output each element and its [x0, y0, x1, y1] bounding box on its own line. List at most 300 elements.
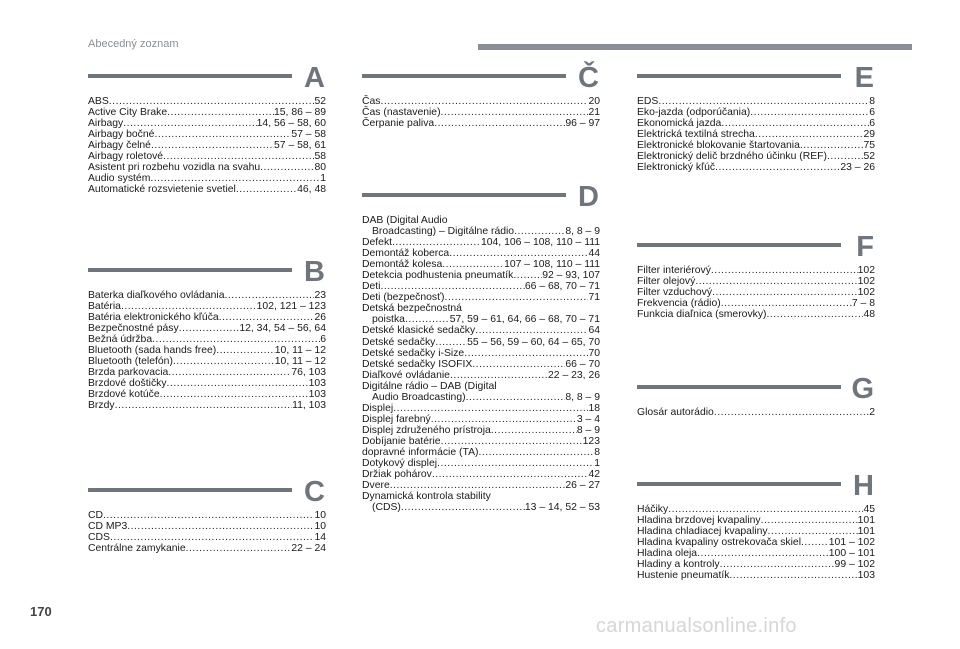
- entry-term: Airbagy: [88, 118, 124, 130]
- index-entry: [637, 129, 875, 140]
- entry-pages: 8: [594, 446, 600, 458]
- entry-term: Dvere: [362, 480, 390, 492]
- dot-leader: [431, 414, 577, 425]
- entry-pages: 6: [869, 107, 875, 119]
- entry-pages: 80: [314, 162, 326, 174]
- dot-leader: [127, 521, 314, 532]
- dot-leader: [179, 323, 240, 334]
- index-entry: [88, 334, 326, 345]
- dot-leader: [380, 281, 524, 292]
- index-header-title: Abecedný zoznam: [88, 38, 179, 50]
- entry-pages: 103: [308, 389, 326, 401]
- entry-term: Bluetooth (telefón): [88, 356, 173, 368]
- index-entry: [362, 259, 600, 270]
- entry-pages: 52: [863, 151, 875, 163]
- dot-leader: [168, 367, 291, 378]
- index-entry: [637, 570, 875, 581]
- entry-term: Detské sedačky i-Size: [362, 347, 465, 359]
- index-entry: [637, 118, 875, 129]
- section-letter: H: [853, 470, 874, 502]
- index-entry: [362, 281, 600, 292]
- index-entry: [88, 378, 326, 389]
- index-entry: [88, 389, 326, 400]
- entry-pages: 76, 103: [291, 367, 326, 379]
- dot-leader: [755, 129, 864, 140]
- dot-leader: [401, 502, 525, 513]
- index-entry: [88, 162, 326, 173]
- entry-pages: 107 – 108, 110 – 111: [504, 259, 600, 271]
- entry-pages: 14, 56 – 58, 60: [256, 118, 326, 130]
- section-c-caron: [362, 64, 600, 129]
- entry-term: Batéria: [88, 301, 121, 313]
- dot-leader: [800, 140, 864, 151]
- dot-leader: [380, 96, 588, 107]
- section-heading: [88, 258, 326, 288]
- index-entry: [362, 270, 600, 281]
- index-entry: [362, 226, 600, 237]
- entry-term: Automatické rozsvietenie svetiel: [88, 184, 236, 196]
- entry-pages: 1: [594, 458, 600, 470]
- entry-pages: 42: [588, 469, 600, 481]
- dot-leader: [173, 356, 275, 367]
- entry-term: Demontáž kolesa: [362, 259, 443, 271]
- entry-term: Hladiny a kontroly: [637, 559, 720, 571]
- dot-leader: [767, 309, 864, 320]
- dot-leader: [103, 510, 314, 521]
- entry-term: CDS: [88, 532, 110, 544]
- entry-pages: 92 – 93, 107: [542, 270, 600, 282]
- index-entry: [637, 548, 875, 559]
- entry-term: Elektronické blokovanie štartovania: [637, 140, 800, 152]
- entry-term: Asistent pri rozbehu vozidla na svahu: [88, 162, 261, 174]
- dot-leader: [513, 270, 542, 281]
- dot-leader: [437, 458, 594, 469]
- section-rule: [362, 193, 566, 197]
- index-entry-first-line: Detská bezpečnostná: [362, 303, 462, 315]
- entry-term: Airbagy roletové: [88, 151, 164, 163]
- index-entry: [88, 151, 326, 162]
- section-heading: [637, 472, 875, 502]
- entry-pages: 55 – 56, 59 – 60, 64 – 65, 70: [467, 336, 600, 348]
- index-entry-first-line: Dynamická kontrola stability: [362, 491, 491, 503]
- header-bar: [478, 44, 912, 50]
- entry-term: Demontáž koberca: [362, 248, 450, 260]
- index-entry: [362, 392, 600, 403]
- entry-pages: 15, 86 – 89: [274, 107, 326, 119]
- index-entry: [362, 96, 600, 107]
- dot-leader: [715, 162, 840, 173]
- dot-leader: [216, 345, 275, 356]
- entry-pages: 48: [863, 309, 875, 321]
- entry-pages: 26: [314, 312, 326, 324]
- entry-pages: 45: [863, 504, 875, 515]
- section-e: [637, 64, 875, 173]
- dot-leader: [121, 301, 257, 312]
- entry-pages: 10, 11 – 12: [274, 356, 326, 368]
- entry-term: Hladina brzdovej kvapaliny: [637, 515, 761, 527]
- section-rule: [637, 243, 841, 247]
- index-entry: [362, 325, 600, 336]
- dot-leader: [236, 184, 297, 195]
- entry-term: Bežná údržba: [88, 334, 153, 346]
- dot-leader: [668, 504, 863, 515]
- index-entry: [637, 162, 875, 173]
- entry-term: Elektronický kľúč: [637, 162, 716, 174]
- entry-term: EDS: [637, 96, 659, 107]
- index-entries: [637, 504, 875, 581]
- entry-pages: 2: [869, 407, 875, 418]
- entry-pages: 96 – 97: [565, 118, 600, 130]
- dot-leader: [761, 515, 858, 526]
- entry-term: CD: [88, 510, 104, 521]
- entry-pages: 102: [857, 276, 875, 288]
- dot-leader: [721, 298, 852, 309]
- index-entry: [637, 287, 875, 298]
- index-entries: [88, 510, 326, 554]
- index-entry: [362, 469, 600, 480]
- entry-term: Detské sedačky: [362, 336, 436, 348]
- section-rule: [362, 74, 566, 78]
- entry-pages: 52: [314, 96, 326, 107]
- index-entry: [362, 447, 600, 458]
- entry-term: ABS: [88, 96, 109, 107]
- entry-term: Brzdové kotúče: [88, 389, 160, 401]
- index-entry: [637, 140, 875, 151]
- index-entry: [637, 107, 875, 118]
- dot-leader: [219, 312, 315, 323]
- dot-leader: [466, 392, 566, 403]
- index-entries: [637, 265, 875, 320]
- entry-term: Čas (nastavenie): [362, 107, 441, 119]
- dot-leader: [801, 537, 829, 548]
- entry-pages: 8, 8 – 9: [565, 391, 600, 403]
- index-entries: [88, 96, 326, 195]
- dot-leader: [441, 436, 583, 447]
- dot-leader: [432, 469, 589, 480]
- dot-leader: [450, 370, 548, 381]
- entry-pages: 10: [314, 510, 326, 521]
- dot-leader: [435, 337, 467, 348]
- section-g: [637, 375, 875, 418]
- index-entry: [88, 184, 326, 195]
- index-entry: [362, 370, 600, 381]
- index-entry: [362, 337, 600, 348]
- section-f: [637, 233, 875, 320]
- entry-pages: 66 – 70: [565, 358, 600, 370]
- watermark: carmanualsonline.info: [596, 615, 797, 637]
- section-letter: B: [304, 256, 325, 288]
- index-entry: [637, 515, 875, 526]
- dot-leader: [695, 276, 857, 287]
- index-entry: [88, 129, 326, 140]
- dot-leader: [154, 129, 291, 140]
- section-rule: [88, 268, 292, 272]
- entry-pages: 70: [588, 347, 600, 359]
- index-entry: [88, 323, 326, 334]
- dot-leader: [827, 151, 863, 162]
- dot-leader: [712, 287, 858, 298]
- index-entry: [362, 502, 600, 513]
- entry-pages: 102: [857, 287, 875, 299]
- entry-term: Centrálne zamykanie: [88, 543, 186, 555]
- entry-term: Brzdy: [88, 400, 115, 412]
- index-entry: [362, 348, 600, 359]
- index-entry: [637, 504, 875, 515]
- index-entry: [362, 237, 600, 248]
- entry-pages: 7 – 8: [851, 298, 875, 310]
- index-entry: [88, 107, 326, 118]
- entry-term: Ekonomická jazda: [637, 118, 722, 130]
- section-rule: [88, 488, 292, 492]
- section-a: [88, 64, 326, 195]
- dot-leader: [472, 359, 565, 370]
- index-entry: [362, 107, 600, 118]
- entry-pages: 8, 8 – 9: [565, 226, 600, 238]
- entry-pages: 6: [869, 118, 875, 130]
- entry-term: Funkcia diaľnica (smerovky): [637, 309, 767, 321]
- entry-term: CD MP3: [88, 521, 128, 533]
- dot-leader: [475, 325, 588, 336]
- section-letter: D: [578, 181, 599, 213]
- entry-pages: 102, 121 – 123: [256, 301, 326, 313]
- index-entry: [637, 298, 875, 309]
- dot-leader: [768, 526, 858, 537]
- entry-term: Brzdové doštičky: [88, 378, 167, 390]
- dot-leader: [260, 162, 314, 173]
- entry-term: Diaľkové ovládanie: [362, 369, 450, 381]
- entry-term: Active City Brake: [88, 107, 168, 119]
- dot-leader: [390, 480, 566, 491]
- entry-pages: 13 – 14, 52 – 53: [524, 502, 600, 514]
- entry-pages: 10, 11 – 12: [274, 345, 326, 357]
- entry-pages: 66 – 68, 70 – 71: [524, 281, 600, 293]
- index-entry: [88, 532, 326, 543]
- entry-term: Hladina oleja: [637, 548, 698, 560]
- index-entry: [88, 521, 326, 532]
- entry-pages: 101 – 102: [828, 537, 875, 549]
- index-entry-first-line: DAB (Digital Audio: [362, 215, 448, 226]
- index-entry: [88, 301, 326, 312]
- entry-pages: 103: [857, 570, 875, 582]
- entry-pages: 57 – 58, 61: [274, 140, 326, 152]
- index-entries: [362, 96, 600, 129]
- index-entry: [637, 407, 875, 418]
- entry-term: Hladina chladiacej kvapaliny: [637, 526, 768, 538]
- entry-pages: 12, 34, 54 – 56, 64: [239, 323, 326, 335]
- entry-pages: 123: [582, 435, 600, 447]
- entry-term: Dobíjanie batérie: [362, 435, 441, 447]
- index-entry: [637, 265, 875, 276]
- entry-pages: 21: [588, 107, 600, 119]
- dot-leader: [392, 237, 481, 248]
- dot-leader: [711, 265, 858, 276]
- section-letter: A: [304, 62, 325, 94]
- entry-term: Brzda parkovacia: [88, 367, 169, 379]
- entry-term: Háčiky: [637, 504, 669, 515]
- index-entry: [362, 248, 600, 259]
- section-d: [362, 183, 600, 513]
- index-entry: [362, 359, 600, 370]
- section-letter: E: [854, 62, 874, 94]
- entry-pages: 22 – 23, 26: [548, 369, 600, 381]
- section-b: [88, 258, 326, 412]
- entry-term: Glosár autorádio: [637, 407, 714, 418]
- entry-term: Bezpečnostné pásy: [88, 323, 179, 335]
- index-entry: [88, 96, 326, 107]
- entry-term: Baterka diaľkového ovládania: [88, 290, 225, 301]
- entry-term: Detské sedačky ISOFIX: [362, 358, 473, 370]
- entry-term: Deti: [362, 281, 381, 293]
- dot-leader: [151, 140, 274, 151]
- section-heading: [637, 233, 875, 263]
- index-entries: [88, 290, 326, 412]
- index-entry: [362, 414, 600, 425]
- index-entry: [362, 314, 600, 325]
- section-heading: [88, 64, 326, 94]
- entry-pages: 23 – 26: [840, 162, 875, 174]
- section-letter: C: [304, 476, 325, 508]
- entry-term: poistka: [372, 314, 405, 326]
- entry-term: Čerpanie paliva: [362, 118, 435, 130]
- entry-term: Hustenie pneumatík: [637, 570, 730, 582]
- entry-term: Batéria elektronického kľúča: [88, 312, 219, 324]
- entry-term: Detekcia podhustenia pneumatík: [362, 270, 514, 282]
- entry-pages: 11, 103: [292, 400, 326, 412]
- entry-pages: 8 – 9: [576, 424, 600, 436]
- entry-pages: 10: [314, 521, 326, 533]
- entry-term: Filter vzduchový: [637, 287, 713, 299]
- entry-pages: 101: [857, 515, 875, 527]
- entry-pages: 57 – 58: [291, 129, 326, 141]
- dot-leader: [152, 334, 320, 345]
- index-entry: [362, 118, 600, 129]
- dot-leader: [514, 226, 565, 237]
- index-entry: [362, 436, 600, 447]
- entry-pages: 57, 59 – 61, 64, 66 – 68, 70 – 71: [449, 314, 600, 326]
- entry-pages: 1: [320, 173, 326, 185]
- index-entry: [88, 345, 326, 356]
- entry-pages: 22 – 24: [291, 543, 326, 555]
- dot-leader: [720, 559, 835, 570]
- section-letter: F: [856, 231, 874, 263]
- entry-term: Elektronický delič brzdného účinku (REF): [637, 151, 827, 163]
- entry-pages: 104, 106 – 108, 110 – 111: [480, 237, 600, 249]
- index-entry: [637, 276, 875, 287]
- section-heading: [637, 64, 875, 94]
- dot-leader: [478, 447, 594, 458]
- index-entries: [637, 407, 875, 418]
- dot-leader: [444, 292, 588, 303]
- entry-term: Dotykový displej: [362, 458, 438, 470]
- entry-pages: 58: [314, 151, 326, 163]
- entry-term: Airbagy bočné: [88, 129, 155, 141]
- dot-leader: [714, 407, 869, 418]
- entry-term: Filter olejový: [637, 276, 696, 288]
- entry-term: Elektrická textilná strecha: [637, 129, 755, 141]
- entry-pages: 71: [588, 292, 600, 304]
- entry-term: Defekt: [362, 237, 393, 249]
- index-entry: [88, 290, 326, 301]
- entry-term: Audio Broadcasting): [372, 391, 466, 403]
- dot-leader: [441, 107, 589, 118]
- entry-term: Držiak pohárov: [362, 469, 432, 481]
- dot-leader: [110, 532, 314, 543]
- dot-leader: [160, 389, 309, 400]
- index-entry: [88, 312, 326, 323]
- section-letter: Č: [578, 62, 599, 94]
- entry-term: Frekvencia (rádio): [637, 298, 721, 310]
- entry-term: Audio systém: [88, 173, 151, 185]
- entry-pages: 3 – 4: [576, 413, 600, 425]
- index-entry: [88, 118, 326, 129]
- section-rule: [637, 482, 841, 486]
- section-h: [637, 472, 875, 581]
- index-entry: [637, 96, 875, 107]
- entry-pages: 75: [863, 140, 875, 152]
- entry-pages: 29: [863, 129, 875, 141]
- index-entries: [637, 96, 875, 173]
- page-number: 170: [30, 604, 52, 619]
- entry-pages: 99 – 102: [834, 559, 875, 571]
- entry-term: Detské klasické sedačky: [362, 325, 476, 337]
- index-entry: [362, 480, 600, 491]
- entry-pages: 100 – 101: [828, 548, 875, 560]
- dot-leader: [729, 570, 857, 581]
- index-entry: [637, 151, 875, 162]
- dot-leader: [449, 248, 588, 259]
- entry-pages: 20: [588, 96, 600, 107]
- index-entry: [88, 140, 326, 151]
- dot-leader: [163, 151, 314, 162]
- index-entry: [637, 537, 875, 548]
- index-entry: [88, 543, 326, 554]
- index-entry-first-line: Digitálne rádio – DAB (Digital: [362, 380, 497, 392]
- dot-leader: [167, 107, 274, 118]
- entry-pages: 64: [588, 325, 600, 337]
- dot-leader: [186, 543, 292, 554]
- index-entry: [88, 367, 326, 378]
- dot-leader: [464, 348, 588, 359]
- entry-term: Deti (bezpečnosť): [362, 292, 445, 304]
- section-heading: [88, 478, 326, 508]
- index-entry: [88, 400, 326, 411]
- entry-term: Broadcasting) – Digitálne rádio: [372, 226, 515, 238]
- section-letter: G: [851, 373, 874, 405]
- entry-term: Airbagy čelné: [88, 140, 151, 152]
- entry-pages: 101: [857, 526, 875, 538]
- section-heading: [637, 375, 875, 405]
- entry-pages: 23: [314, 290, 326, 301]
- dot-leader: [393, 403, 588, 414]
- entry-term: Bluetooth (sada hands free): [88, 345, 217, 357]
- index-entries: [362, 215, 600, 513]
- dot-leader: [434, 118, 565, 129]
- index-entry: [637, 309, 875, 320]
- entry-term: dopravné informácie (TA): [362, 446, 479, 458]
- entry-pages: 26 – 27: [565, 480, 600, 492]
- section-heading: [362, 64, 600, 94]
- dot-leader: [697, 548, 829, 559]
- section-rule: [637, 385, 841, 389]
- entry-term: (CDS): [372, 502, 401, 514]
- dot-leader: [405, 314, 450, 325]
- dot-leader: [109, 96, 315, 107]
- entry-term: Displej farebný: [362, 413, 431, 425]
- entry-term: Displej: [362, 402, 394, 414]
- dot-leader: [123, 118, 256, 129]
- index-entry: [362, 458, 600, 469]
- index-entry: [362, 403, 600, 414]
